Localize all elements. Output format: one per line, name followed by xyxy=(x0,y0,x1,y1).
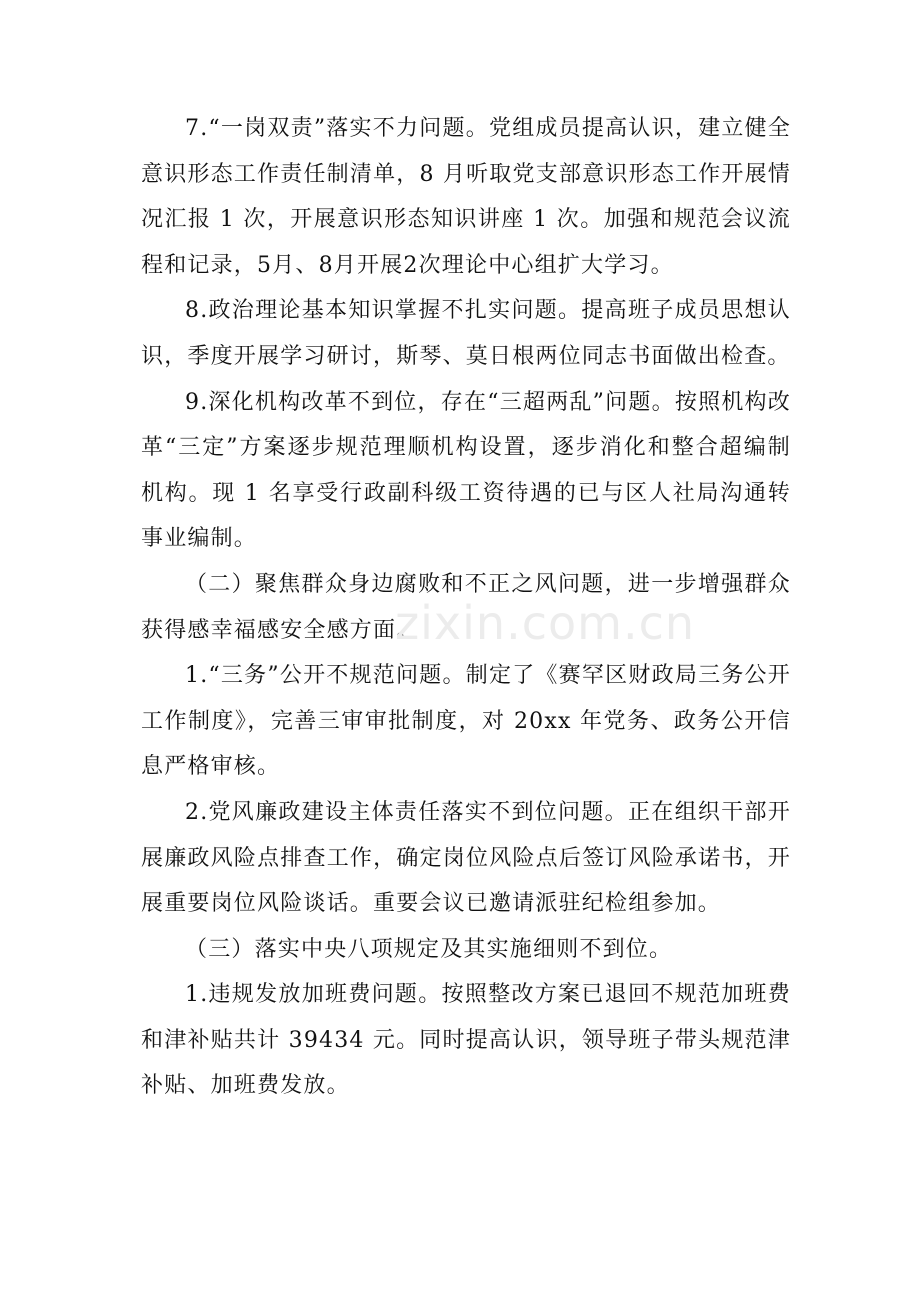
paragraph-item-8-political-theory: 8.政治理论基本知识掌握不扎实问题。提高班子成员思想认识，季度开展学习研讨，斯琴、莫日根两位同志书面做出检查。 xyxy=(141,298,791,369)
paragraph-item-1-three-affairs: 1.“三务”公开不规范问题。制定了《赛罕区财政局三务公开工作制度》，完善三审审批制度，对 20xx 年党务、政务公开信息严格审核。 xyxy=(141,663,791,780)
paragraph-item-2-party-integrity: 2.党风廉政建设主体责任落实不到位问题。正在组织干部开展廉政风险点排查工作，确定岗位风险点后签订风险承诺书，开展重要岗位风险谈话。重要会议已邀请派驻纪检组参加。 xyxy=(141,799,791,917)
paragraph-item-1-overtime-pay: 1.违规发放加班费问题。按照整改方案已退回不规范加班费和津补贴共计 39434 元。同时提高认识，领导班子带头规范津补贴、加班费发放。 xyxy=(141,982,791,1099)
section-heading-2: （二）聚焦群众身边腐败和不正之风问题，进一步增强群众获得感幸福感安全感方面。 xyxy=(141,571,791,643)
document-body xyxy=(141,106,791,1109)
paragraph-item-7-one-post-two-duties: 7.“一岗双责”落实不力问题。党组成员提高认识，建立健全意识形态工作责任制清单，8 月听取党支部意识形态工作开展情况汇报 1 次，开展意识形态知识讲座 1 次。加强和规范会议流程和记录，5月、8月开展2次理论中心组扩大学习。 xyxy=(141,116,791,278)
watermark: zixin.com.cn xyxy=(395,596,696,650)
section-heading-3: （三）落实中央八项规定及其实施细则不到位。 xyxy=(185,936,673,962)
paragraph-item-9-institutional-reform: 9.深化机构改革不到位，存在“三超两乱”问题。按照机构改革“三定”方案逐步规范理顺机构设置，逐步消化和整合超编制机构。现 1 名享受行政副科级工资待遇的已与区人社局沟通转事业编制。 xyxy=(141,389,791,552)
